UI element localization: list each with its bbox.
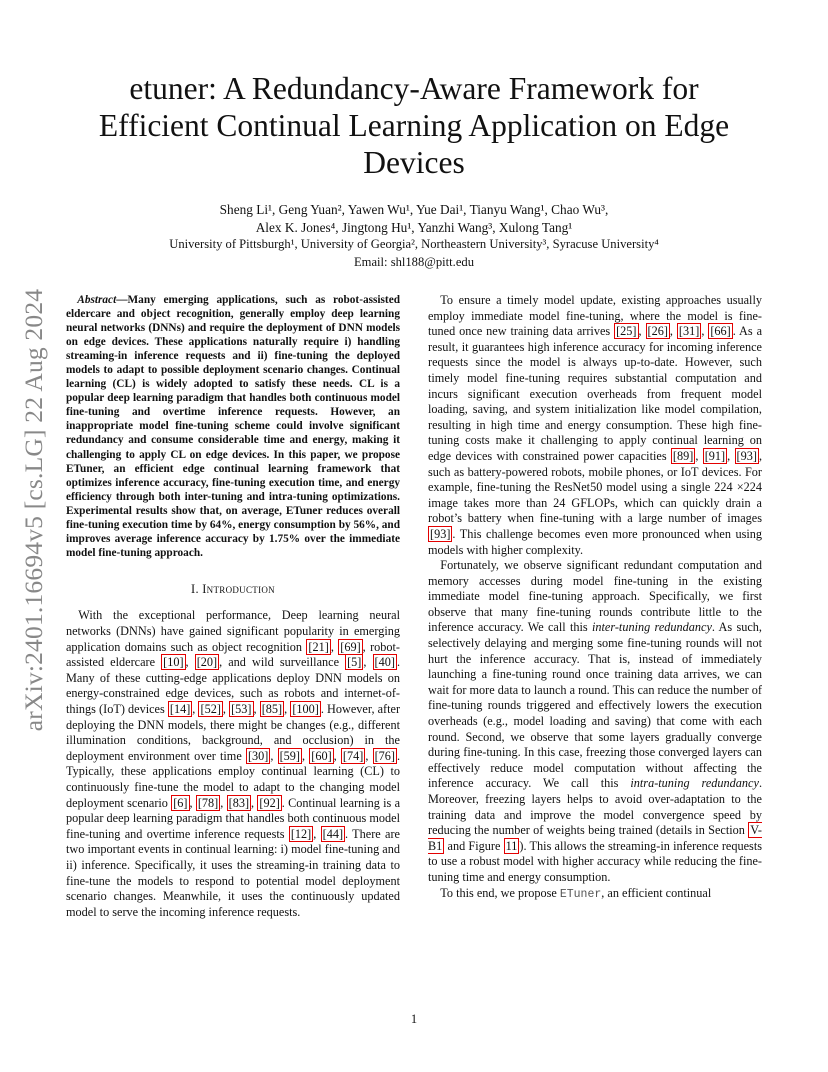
arxiv-identifier: arXiv:2401.16694v5 [cs.LG] 22 Aug 2024 bbox=[19, 288, 48, 732]
citation-link[interactable]: [74] bbox=[342, 748, 364, 763]
citation-link[interactable]: [93] bbox=[430, 526, 451, 541]
text: , robot-assisted eldercare bbox=[66, 639, 401, 670]
intro-paragraph-3 bbox=[428, 558, 762, 885]
text: . Typically, these applications employ continual learning (CL) to continuously fine-tune the model to adapt to the changing model deployment scenario bbox=[66, 748, 401, 810]
citation-link[interactable]: [6] bbox=[173, 795, 188, 810]
citation-link[interactable]: [30] bbox=[247, 748, 269, 763]
text: , bbox=[333, 748, 341, 763]
citation-link[interactable]: [26] bbox=[647, 324, 668, 339]
text: . There are two important events in continual learning: i) model fine-tuning and ii) inference. Specifically, it uses the streaming-in training data to fine-tune the models to respond to potential model deployment scenario changes. Meanwhile, it uses the continuously updated model to serve the incoming inference requests. bbox=[66, 826, 400, 919]
text: , bbox=[695, 448, 703, 463]
text: To this end, we propose bbox=[440, 885, 560, 900]
text: ). This allows the streaming-in inference requests to use a robust model with higher accuracy while reducing the fine-tuning time and energy consumption. bbox=[428, 838, 762, 884]
page-number: 1 bbox=[410, 1012, 418, 1026]
intro-paragraph-2 bbox=[428, 293, 762, 558]
text: , bbox=[270, 748, 278, 763]
title-line-3: Devices bbox=[363, 145, 465, 180]
text: , bbox=[330, 639, 339, 654]
text: , bbox=[220, 795, 227, 810]
text: , bbox=[222, 702, 230, 717]
text: , bbox=[253, 702, 260, 717]
citation-link[interactable]: [59] bbox=[279, 748, 301, 763]
text: . Moreover, freezing layers helps to avoid over-adaptation to the training data and improve the model convergence speed by reducing the number of weights being trained (details in Section bbox=[428, 776, 762, 838]
arxiv-sidebar bbox=[14, 250, 54, 770]
paper-title bbox=[60, 70, 768, 181]
title-line-2: Efficient Continual Learning Application on Edge bbox=[98, 108, 730, 143]
citation-link[interactable]: [44] bbox=[322, 826, 344, 841]
left-column bbox=[66, 293, 400, 920]
text: , bbox=[251, 795, 258, 810]
section-number: I. bbox=[191, 581, 199, 596]
citation-link[interactable]: [89] bbox=[672, 448, 694, 463]
citation-link[interactable]: [40] bbox=[374, 655, 395, 670]
citation-link[interactable]: [20] bbox=[196, 655, 218, 670]
email: Email: shl188@pitt.edu bbox=[353, 254, 475, 269]
citation-link[interactable]: [5] bbox=[347, 655, 362, 670]
citation-link[interactable]: [14] bbox=[169, 702, 191, 717]
figure-link[interactable]: 11 bbox=[505, 838, 518, 853]
citation-link[interactable]: [93] bbox=[736, 448, 757, 463]
citation-link[interactable]: [100] bbox=[292, 702, 319, 717]
text: , bbox=[727, 448, 735, 463]
text: , bbox=[192, 702, 199, 717]
intro-paragraph-4 bbox=[428, 886, 762, 903]
citation-link[interactable]: [53] bbox=[231, 702, 252, 717]
text: , and wild surveillance bbox=[219, 655, 346, 670]
text: . As such, selectively delaying and merging some fine-tuning rounds will not hurt the inference accuracy. That is, instead of immediately launching a fine-tuning round once training data arrives, we can wait for more data to launch a round. This can reduce the number of fine-tuning rounds triggered and effectively lowers the execution overheads (e.g., model loading and saving) that come with each round. Second, we observe that some layers gradually converge during fine-tuning. In this case, freezing those converged layers can effectively reduce model computation without affecting the inference accuracy. We call this bbox=[428, 620, 762, 791]
text: , such as battery-powered robots, mobile phones, or IoT devices. For example, fine-tuning the ResNet50 model using a single 224 ×224 image takes more than 24 GFLOPs, which can quickly drain a robot’s battery when fine-tuning with a large number of images bbox=[428, 448, 763, 526]
text: , bbox=[189, 795, 196, 810]
text: , bbox=[363, 655, 373, 670]
text: , bbox=[284, 702, 291, 717]
text: . This challenge becomes even more pronounced when using models with higher complexity. bbox=[428, 526, 762, 557]
citation-link[interactable]: [83] bbox=[228, 795, 250, 810]
right-column bbox=[428, 293, 762, 902]
text: , an efficient continual bbox=[601, 885, 712, 900]
text: , bbox=[638, 324, 646, 339]
emphasis: intra-tuning redundancy bbox=[630, 776, 759, 791]
text: , bbox=[302, 748, 310, 763]
emphasis: inter-tuning redundancy bbox=[591, 620, 712, 635]
text: , bbox=[669, 324, 677, 339]
abstract-label: Abstract bbox=[77, 294, 117, 306]
abstract bbox=[66, 293, 400, 560]
abstract-text: —Many emerging applications, such as robot-assisted eldercare and object recognition, generally employ deep learning neural networks (DNNs) and require the deployment of DNN models on edge devices. These applications naturally require i) handling streaming-in inference requests and ii) fine-tuning the deployed models to adapt to possible deployment scenario changes. Continual learning (CL) is widely adopted to satisfy these needs. CL is a popular deep learning paradigm that handles both continuous model fine-tuning and overtime inference requests. However, an inappropriate model fine-tuning scheme could involve significant redundancy and consume considerable time and energy, making it challenging to apply CL on edge devices. In this paper, we propose ETuner, an efficient edge continual learning framework that optimizes inference accuracy, fine-tuning execution time, and energy efficiency through both inter-tuning and intra-tuning optimizations. Experimental results show that, on average, ETuner reduces overall fine-tuning execution time by 64%, energy consumption by 56%, and improves average inference accuracy by 1.75% over the immediate model fine-tuning approach. bbox=[66, 294, 400, 559]
intro-paragraph-1 bbox=[66, 608, 400, 920]
citation-link[interactable]: [52] bbox=[200, 702, 221, 717]
citation-link[interactable]: [10] bbox=[163, 655, 184, 670]
text: . Many of these cutting-edge applications deploy DNN models on energy-constrained edge devices, such as robots and internet-of-things (IoT) devices bbox=[66, 655, 401, 717]
citation-link[interactable]: [76] bbox=[374, 748, 395, 763]
citation-link[interactable]: [31] bbox=[678, 324, 700, 339]
text: , bbox=[313, 826, 321, 841]
text: , bbox=[185, 655, 195, 670]
citation-link[interactable]: [60] bbox=[311, 748, 332, 763]
section-heading-introduction bbox=[66, 582, 400, 598]
text: With the exceptional performance, Deep learning neural networks (DNNs) have gained significant popularity in emerging application domains such as object recognition bbox=[66, 608, 400, 654]
citation-link[interactable]: [69] bbox=[340, 639, 361, 654]
citation-link[interactable]: [25] bbox=[616, 324, 637, 339]
author-block bbox=[100, 201, 728, 271]
text: . Continual learning is a popular deep learning paradigm that handles both continuous model fine-tuning and overtime inference requests bbox=[66, 795, 401, 841]
system-name: ETuner bbox=[559, 887, 602, 901]
section-link[interactable]: V-B1 bbox=[428, 823, 762, 853]
citation-link[interactable]: [78] bbox=[197, 795, 219, 810]
text: Fortunately, we observe significant redundant computation and memory accesses during model fine-tuning in the existing immediate model fine-tuning approach. Specifically, we first observe that many fine-tuning rounds contribute little to the inference accuracy. We call this bbox=[428, 558, 762, 635]
citation-link[interactable]: [85] bbox=[261, 702, 283, 717]
author-line-2: Alex K. Jones⁴, Jingtong Hu¹, Yanzhi Wang³, Xulong Tang¹ bbox=[255, 219, 573, 235]
text: , bbox=[365, 748, 373, 763]
author-line-1: Sheng Li¹, Geng Yuan², Yawen Wu¹, Yue Dai¹, Tianyu Wang¹, Chao Wu³, bbox=[219, 202, 609, 217]
citation-link[interactable]: [66] bbox=[710, 324, 731, 339]
text: To ensure a timely model update, existing approaches usually employ immediate model fine-tuning, where the model is fine-tuned once new training data arrives bbox=[428, 293, 762, 339]
citation-link[interactable]: [91] bbox=[704, 448, 726, 463]
text: . However, after deploying the DNN models, there might be changes (e.g., different illumination conditions, background, and occlusion) in the deployment environment over time bbox=[66, 702, 401, 763]
text: , bbox=[701, 324, 709, 339]
citation-link[interactable]: [12] bbox=[290, 826, 312, 841]
text: . As a result, it guarantees high inference accuracy for incoming inference requests since the model is always up-to-date. However, such timely model fine-tuning requires substantial computation and incurs significant execution overheads from frequent model loading, saving, and system initialization like model compilation, resulting in high time and energy consumption. These high fine-tuning costs make it challenging to apply continual learning on edge devices with constrained power capacities bbox=[428, 324, 763, 463]
text: and Figure bbox=[444, 838, 504, 853]
citation-link[interactable]: [92] bbox=[259, 795, 280, 810]
title-line-1: etuner: A Redundancy-Aware Framework for bbox=[129, 71, 699, 106]
affiliations: University of Pittsburgh¹, University of Georgia², Northeastern University³, Syracuse University⁴ bbox=[169, 237, 659, 251]
citation-link[interactable]: [21] bbox=[308, 639, 329, 654]
section-title: Introduction bbox=[202, 581, 275, 596]
